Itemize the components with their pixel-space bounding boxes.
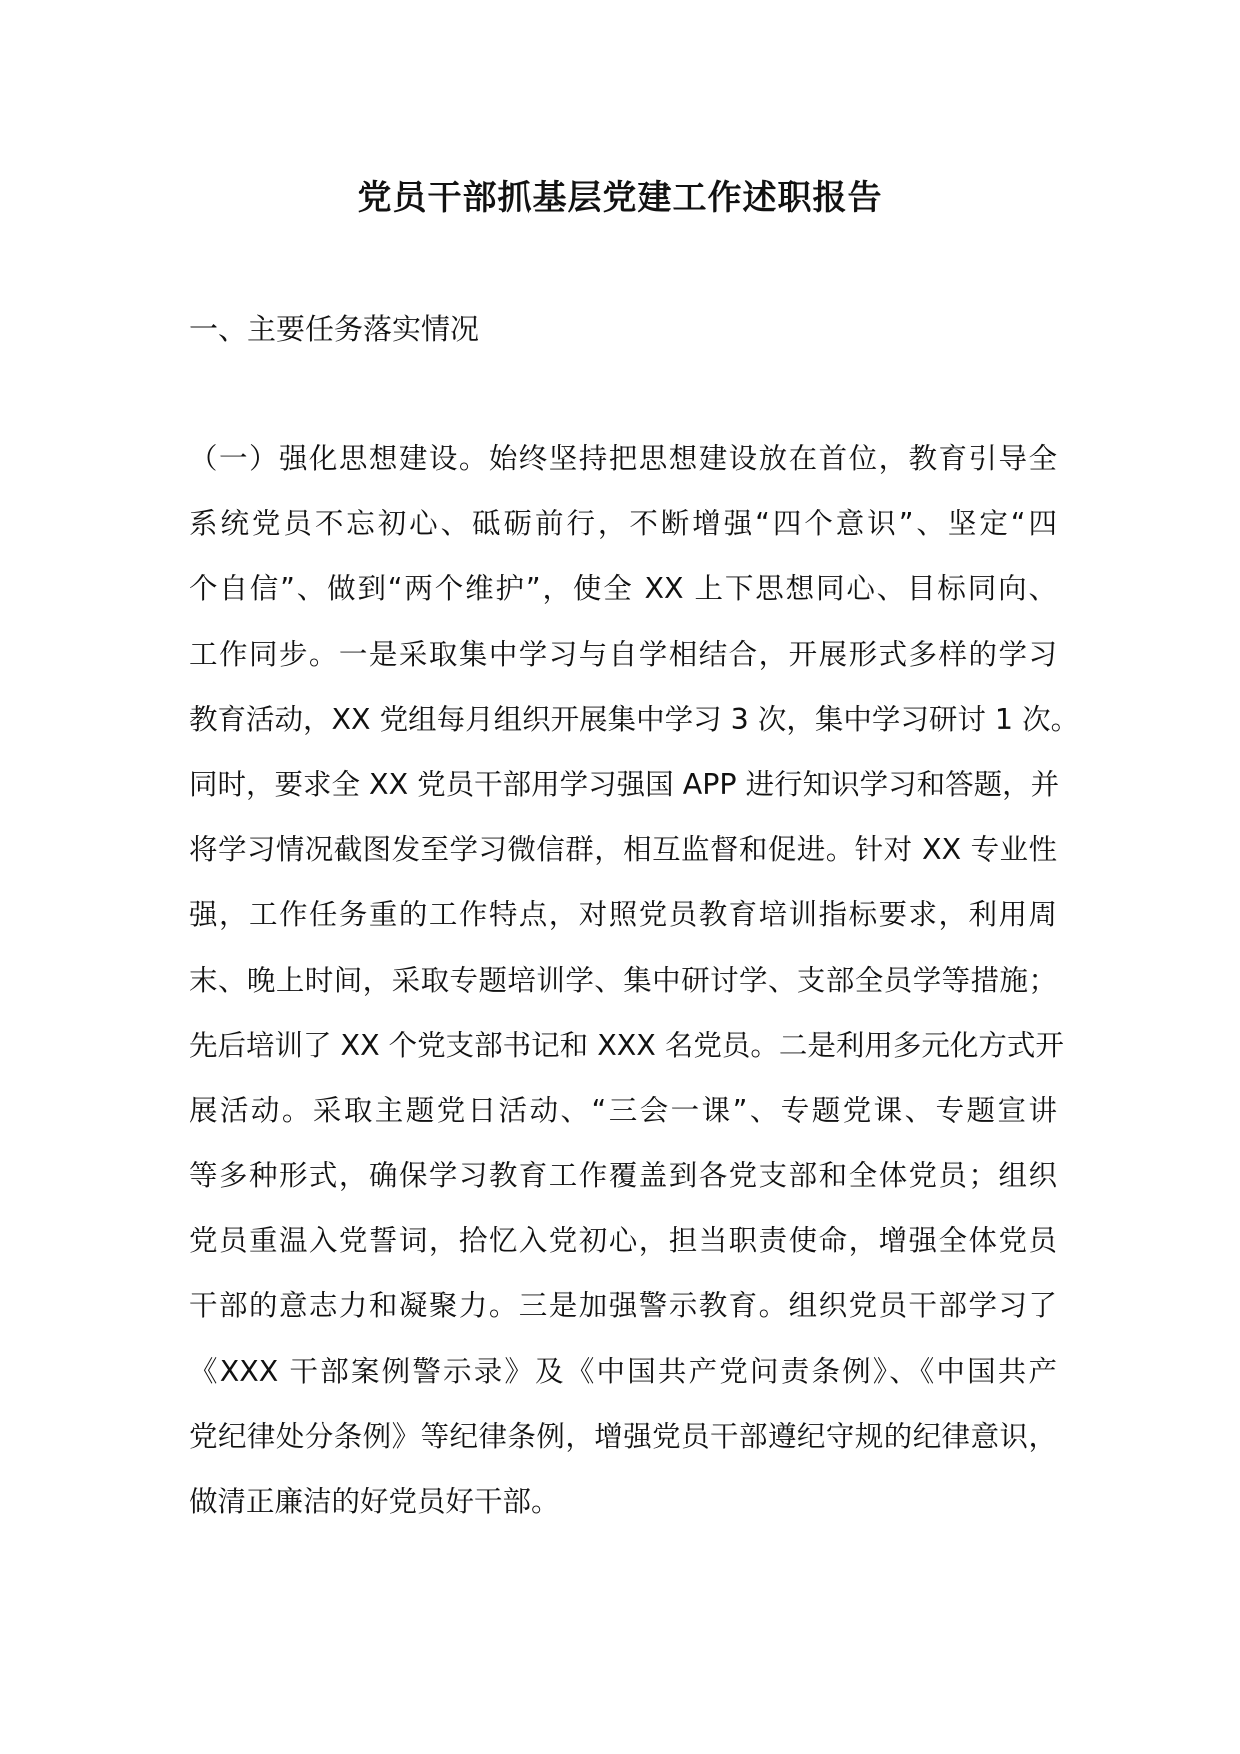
paragraph-line: 个自信”、做到“两个维护”，使全 XX 上下思想同心、目标同向、 <box>189 572 1057 606</box>
paragraph-line: （一）强化思想建设。始终坚持把思想建设放在首位，教育引导全 <box>189 442 1057 475</box>
paragraph-line: 先后培训了 XX 个党支部书记和 XXX 名党员。二是利用多元化方式开 <box>189 1028 1064 1062</box>
paragraph-line: 强，工作任务重的工作特点，对照党员教育培训指标要求，利用周 <box>189 898 1057 932</box>
paragraph-line: 末、晚上时间，采取专题培训学、集中研讨学、支部全员学等措施； <box>189 963 1057 997</box>
paragraph-line: 等多种形式，确保学习教育工作覆盖到各党支部和全体党员；组织 <box>189 1159 1057 1193</box>
paragraph-line: 将学习情况截图发至学习微信群，相互监督和促进。针对 XX 专业性 <box>189 833 1057 867</box>
paragraph-line: 系统党员不忘初心、砥砺前行，不断增强“四个意识”、坚定“四 <box>189 507 1057 541</box>
paragraph-line: 同时，要求全 XX 党员干部用学习强国 APP 进行知识学习和答题，并 <box>189 767 1060 801</box>
paragraph-line: 展活动。采取主题党日活动、“三会一课”、专题党课、专题宣讲 <box>189 1093 1057 1127</box>
section-heading: 一、主要任务落实情况 <box>189 312 480 346</box>
paragraph-line: 党纪律处分条例》等纪律条例，增强党员干部遵纪守规的纪律意识， <box>189 1419 1057 1453</box>
paragraph-line: 教育活动，XX 党组每月组织开展集中学习 3 次，集中学习研讨 1 次。 <box>189 702 1080 736</box>
paragraph-line: 做清正廉洁的好党员好干部。 <box>189 1485 560 1518</box>
document-title: 党员干部抓基层党建工作述职报告 <box>357 178 883 218</box>
paragraph-line: 干部的意志力和凝聚力。三是加强警示教育。组织党员干部学习了 <box>189 1289 1057 1323</box>
paragraph-line: 工作同步。一是采取集中学习与自学相结合，开展形式多样的学习 <box>189 637 1057 671</box>
paragraph-line: 党员重温入党誓词，拾忆入党初心，担当职责使命，增强全体党员 <box>189 1224 1057 1258</box>
body-paragraph <box>189 436 1080 1544</box>
paragraph-line: 《XXX 干部案例警示录》及《中国共产党问责条例》、《中国共产 <box>189 1354 1057 1388</box>
